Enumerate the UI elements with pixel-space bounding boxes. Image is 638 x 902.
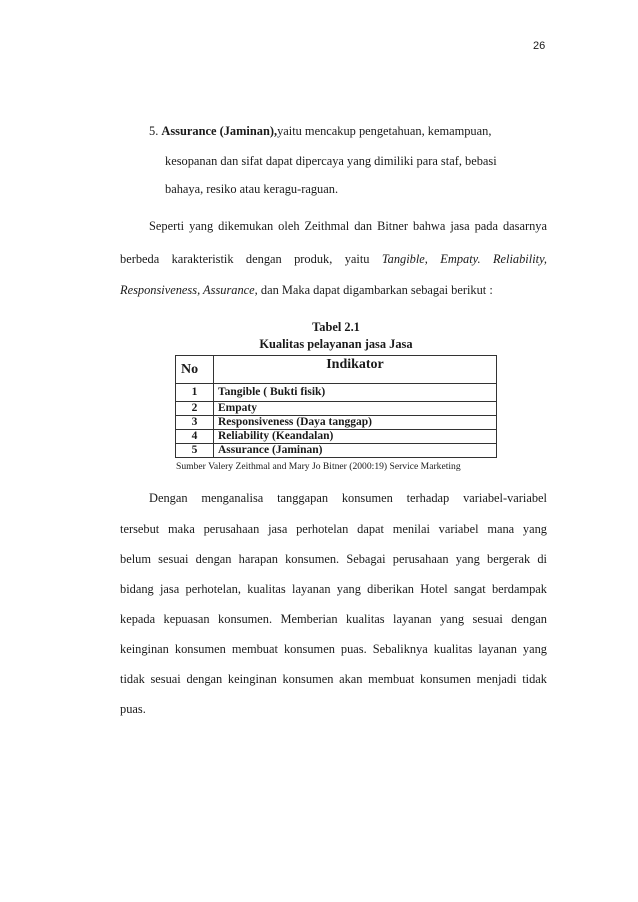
list-item-number: 5. bbox=[149, 124, 159, 138]
table-header-indicator: Indikator bbox=[214, 356, 497, 384]
table-cell-indicator: Assurance (Jaminan) bbox=[214, 444, 497, 458]
table-header-no: No bbox=[176, 356, 214, 384]
paragraph-1-text-2: dan Maka dapat digambarkan sebagai berikut : bbox=[257, 283, 493, 297]
paragraph-2-line-3: belum sesuai dengan harapan konsumen. Sebagai perusahaan yang bergerak di bbox=[120, 552, 547, 566]
list-item-line-1 bbox=[149, 124, 491, 139]
table-cell-no: 5 bbox=[176, 444, 214, 458]
paragraph-2-line-5: kepada kepuasan konsumen. Memberian kualitas layanan yang sesuai dengan bbox=[120, 612, 547, 626]
table-header-row bbox=[176, 356, 497, 384]
list-item-term: Assurance (Jaminan), bbox=[161, 124, 278, 138]
table-row bbox=[176, 444, 497, 458]
list-item-text: yaitu mencakup pengetahuan, kemampuan, bbox=[277, 124, 492, 138]
paragraph-2-line-4: bidang jasa perhotelan, kualitas layanan yang diberikan Hotel sangat berdampak bbox=[120, 582, 547, 596]
table-cell-indicator: Empaty bbox=[214, 402, 497, 416]
indicator-table bbox=[175, 355, 497, 458]
paragraph-1-italic-terms-2: Responsiveness, Assurance, bbox=[120, 283, 258, 297]
paragraph-1-line-3 bbox=[120, 283, 493, 298]
table-row bbox=[176, 416, 497, 430]
paragraph-2-line-1: Dengan menganalisa tanggapan konsumen terhadap variabel-variabel bbox=[149, 491, 547, 505]
table-cell-no: 3 bbox=[176, 416, 214, 430]
table-label: Tabel 2.1 bbox=[312, 320, 360, 334]
table-cell-no: 2 bbox=[176, 402, 214, 416]
paragraph-2-line-8: puas. bbox=[120, 702, 146, 716]
paragraph-1-line-2 bbox=[120, 252, 547, 267]
table-row bbox=[176, 402, 497, 416]
list-item-line-2: kesopanan dan sifat dapat dipercaya yang dimiliki para staf, bebasi bbox=[165, 154, 497, 168]
paragraph-1-line-1: Seperti yang dikemukan oleh Zeithmal dan Bitner bahwa jasa pada dasarnya bbox=[149, 219, 547, 233]
table-cell-indicator: Responsiveness (Daya tanggap) bbox=[214, 416, 497, 430]
table-cell-no: 4 bbox=[176, 430, 214, 444]
table-cell-no: 1 bbox=[176, 384, 214, 402]
table-source: Sumber Valery Zeithmal and Mary Jo Bitner (2000:19) Service Marketing bbox=[176, 461, 461, 472]
paragraph-1-text: berbeda karakteristik dengan produk, yaitu bbox=[120, 252, 382, 266]
paragraph-2-line-2: tersebut maka perusahaan jasa perhotelan dapat menilai variabel mana yang bbox=[120, 522, 547, 536]
table-caption: Kualitas pelayanan jasa Jasa bbox=[259, 337, 413, 351]
list-item-line-3: bahaya, resiko atau keragu-raguan. bbox=[165, 182, 339, 196]
table-row bbox=[176, 384, 497, 402]
page-number: 26 bbox=[533, 40, 546, 52]
table-cell-indicator: Reliability (Keandalan) bbox=[214, 430, 497, 444]
paragraph-2-line-6: keinginan konsumen membuat konsumen puas. Sebaliknya kualitas layanan yang bbox=[120, 642, 547, 656]
table-row bbox=[176, 430, 497, 444]
paragraph-2-line-7: tidak sesuai dengan keinginan konsumen akan membuat konsumen menjadi tidak bbox=[120, 672, 547, 686]
paragraph-1-italic-terms: Tangible, Empaty. Reliability, bbox=[381, 252, 547, 266]
table-cell-indicator: Tangible ( Bukti fisik) bbox=[214, 384, 497, 402]
